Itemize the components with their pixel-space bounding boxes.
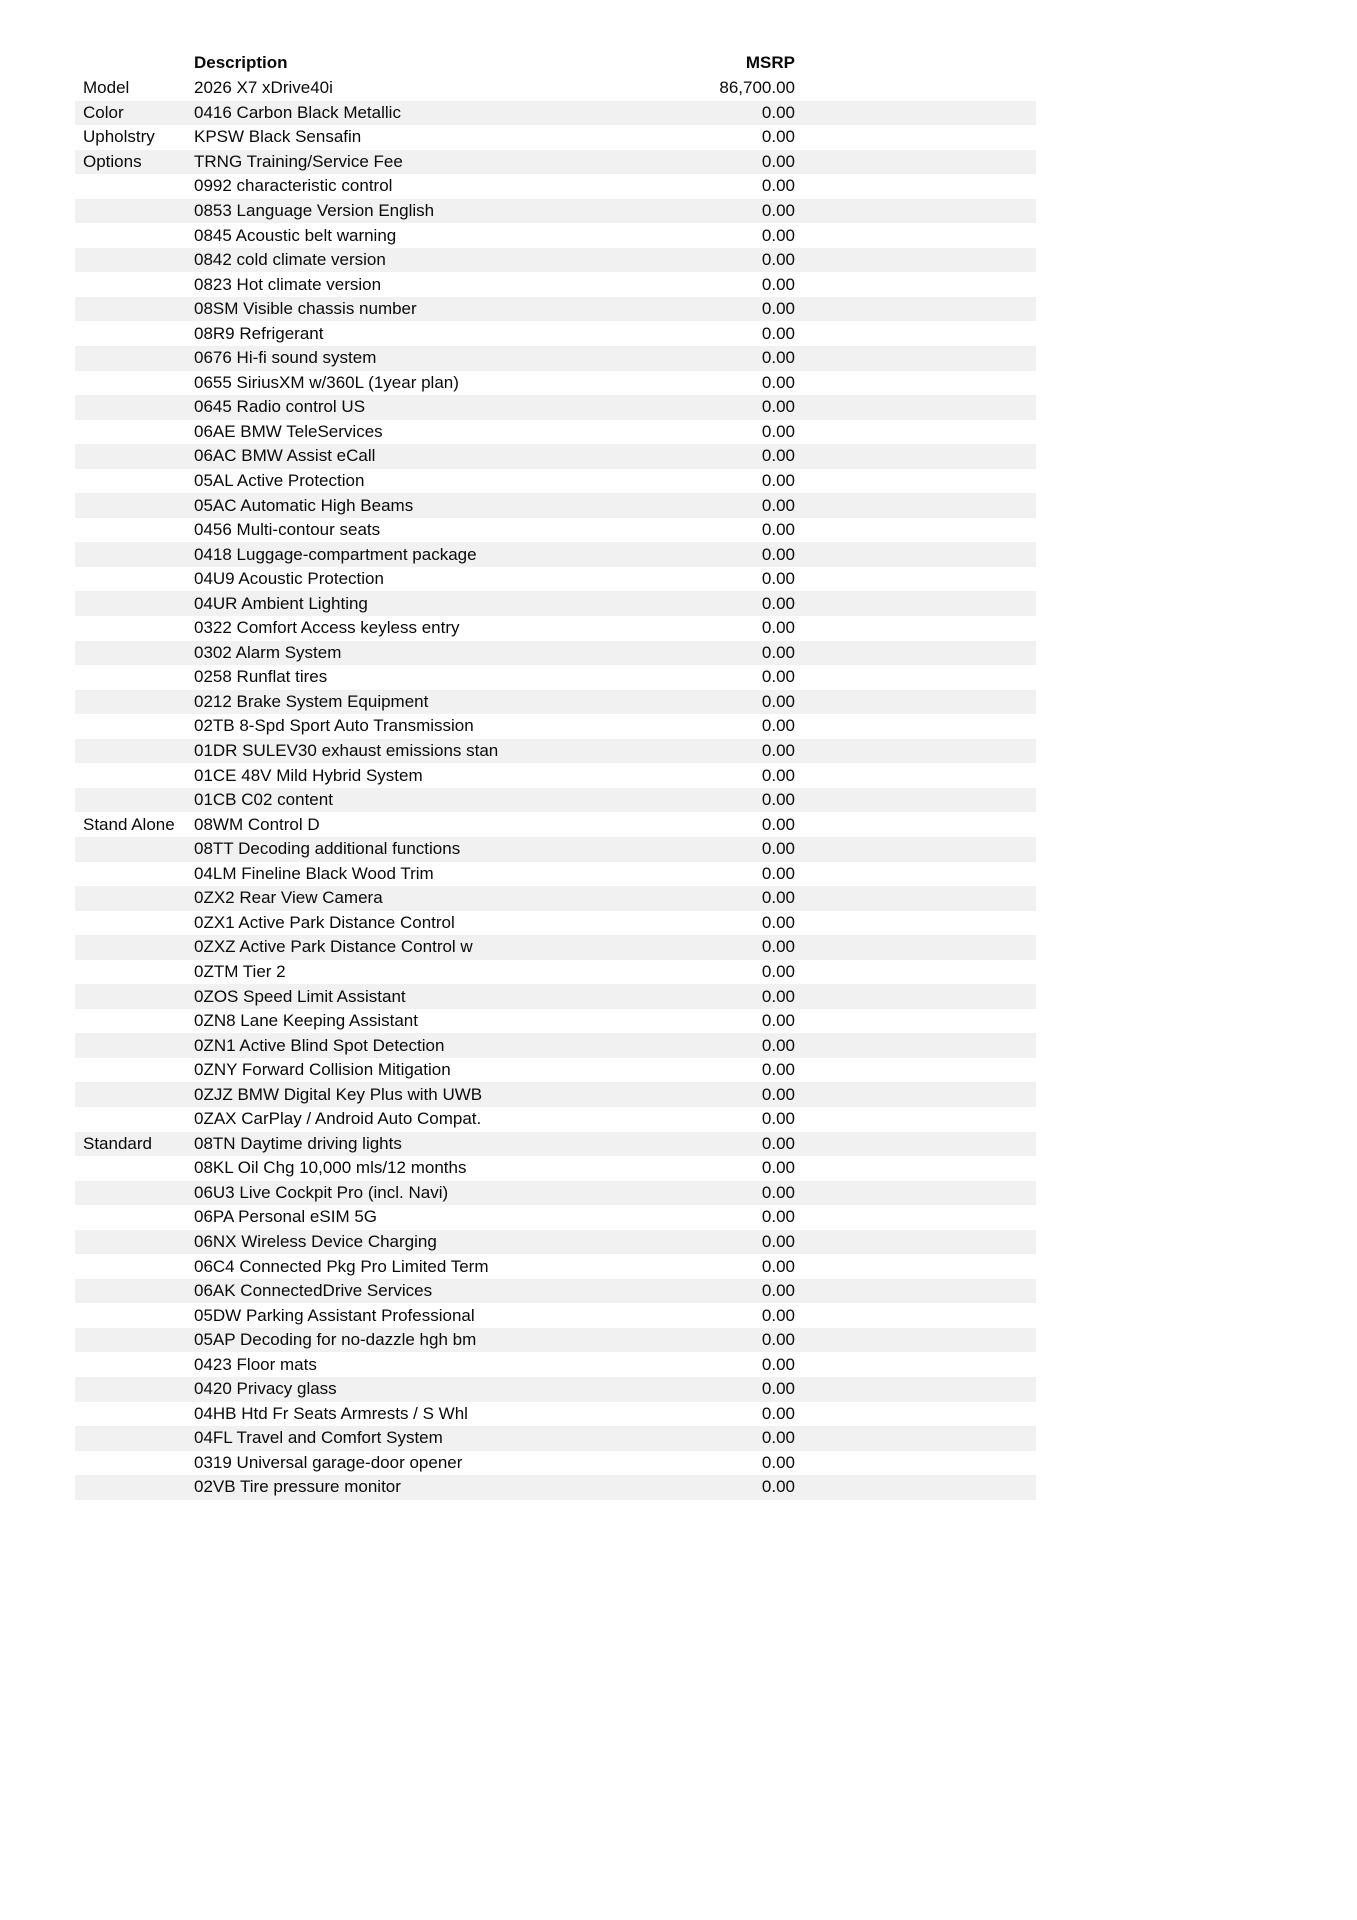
row-msrp: 0.00 [761, 471, 795, 491]
row-msrp: 0.00 [761, 863, 795, 883]
description-column-header: Description [194, 53, 288, 72]
row-description: 0319 Universal garage-door opener [194, 1452, 463, 1472]
row-description: 06C4 Connected Pkg Pro Limited Term [194, 1256, 489, 1276]
table-row [75, 960, 1036, 985]
row-msrp: 0.00 [761, 912, 795, 932]
table-row [75, 911, 1036, 936]
row-category: Upholstry [83, 127, 155, 147]
table-row [75, 1033, 1036, 1058]
row-description: 0423 Floor mats [194, 1354, 317, 1374]
vehicle-pricing-document [75, 50, 1036, 1500]
table-row [75, 641, 1036, 666]
row-description: 0ZN8 Lane Keeping Assistant [194, 1011, 418, 1031]
row-msrp: 0.00 [761, 1133, 795, 1153]
row-description: 08R9 Refrigerant [194, 323, 324, 343]
row-msrp: 0.00 [761, 888, 795, 908]
row-msrp: 0.00 [761, 151, 795, 171]
row-msrp: 0.00 [761, 937, 795, 957]
row-msrp: 0.00 [761, 348, 795, 368]
row-description: TRNG Training/Service Fee [194, 151, 403, 171]
row-description: 0853 Language Version English [194, 201, 435, 220]
row-category: Options [83, 151, 142, 171]
row-msrp: 0.00 [761, 1109, 795, 1129]
row-msrp: 0.00 [761, 1305, 795, 1325]
row-description: 0842 cold climate version [194, 250, 386, 270]
row-description: 05AC Automatic High Beams [194, 495, 414, 515]
row-description: 04FL Travel and Comfort System [194, 1428, 443, 1448]
row-msrp: 0.00 [761, 201, 795, 220]
table-row [75, 248, 1036, 273]
row-msrp: 0.00 [761, 1182, 795, 1202]
table-row [75, 125, 1036, 150]
row-msrp: 0.00 [761, 1207, 795, 1227]
table-row [75, 1402, 1036, 1427]
row-msrp: 0.00 [761, 569, 795, 589]
row-msrp: 0.00 [761, 667, 795, 687]
row-description: 02VB Tire pressure monitor [194, 1477, 401, 1497]
row-description: 0ZN1 Active Blind Spot Detection [194, 1035, 445, 1055]
row-msrp: 0.00 [761, 421, 795, 441]
row-description: 05AP Decoding for no-dazzle hgh bm [194, 1330, 477, 1350]
row-msrp: 0.00 [761, 323, 795, 343]
row-msrp: 0.00 [761, 372, 795, 392]
table-row [75, 812, 1036, 837]
table-row [75, 690, 1036, 715]
row-msrp: 0.00 [761, 765, 795, 785]
table-row [75, 1377, 1036, 1402]
row-msrp: 0.00 [761, 1428, 795, 1448]
row-category: Stand Alone [83, 814, 175, 834]
table-row [75, 935, 1036, 960]
row-description: 06PA Personal eSIM 5G [194, 1207, 378, 1227]
table-row [75, 101, 1036, 126]
row-msrp: 0.00 [761, 176, 795, 196]
table-row [75, 420, 1036, 445]
row-msrp: 0.00 [761, 790, 795, 810]
row-msrp: 0.00 [761, 225, 795, 245]
table-row [75, 1009, 1036, 1034]
row-msrp: 0.00 [761, 1060, 795, 1080]
table-row [75, 788, 1036, 813]
row-msrp: 0.00 [761, 446, 795, 466]
row-msrp: 0.00 [761, 397, 795, 417]
table-row [75, 1058, 1036, 1083]
row-description: 0ZAX CarPlay / Android Auto Compat. [194, 1109, 482, 1129]
msrp-column-header: MSRP [745, 53, 795, 72]
row-description: 08WM Control D [194, 814, 320, 834]
table-row [75, 1205, 1036, 1230]
row-description: 0ZJZ BMW Digital Key Plus with UWB [194, 1084, 483, 1104]
table-row [75, 1230, 1036, 1255]
row-description: 0ZNY Forward Collision Mitigation [194, 1060, 451, 1080]
row-description: KPSW Black Sensafin [194, 127, 362, 147]
table-row [75, 371, 1036, 396]
row-description: 0ZX2 Rear View Camera [194, 888, 383, 908]
row-description: 0655 SiriusXM w/360L (1year plan) [194, 372, 459, 392]
row-msrp: 86,700.00 [719, 78, 795, 98]
row-description: 08KL Oil Chg 10,000 mls/12 months [194, 1158, 467, 1178]
table-row [75, 150, 1036, 175]
table-row [75, 763, 1036, 788]
table-row [75, 395, 1036, 420]
row-description: 01CE 48V Mild Hybrid System [194, 765, 423, 785]
table-row [75, 591, 1036, 616]
row-msrp: 0.00 [761, 741, 795, 761]
row-msrp: 0.00 [761, 1452, 795, 1472]
table-row [75, 1254, 1036, 1279]
row-description: 0420 Privacy glass [194, 1379, 337, 1399]
row-description: 0416 Carbon Black Metallic [194, 102, 401, 122]
row-msrp: 0.00 [761, 274, 795, 294]
row-description: 02TB 8-Spd Sport Auto Transmission [194, 716, 474, 736]
row-description: 0645 Radio control US [194, 397, 366, 417]
row-msrp: 0.00 [761, 1477, 795, 1497]
row-description: 0845 Acoustic belt warning [194, 225, 397, 245]
table-row [75, 1303, 1036, 1328]
row-description: 0212 Brake System Equipment [194, 691, 429, 711]
row-description: 06U3 Live Cockpit Pro (incl. Navi) [194, 1182, 449, 1202]
row-category: Model [83, 78, 130, 98]
row-msrp: 0.00 [761, 127, 795, 147]
table-row [75, 616, 1036, 641]
row-description: 06AE BMW TeleServices [194, 421, 383, 441]
row-category: Standard [83, 1133, 152, 1153]
table-row [75, 1132, 1036, 1157]
table-row [75, 1475, 1036, 1500]
table-row [75, 493, 1036, 518]
row-msrp: 0.00 [761, 716, 795, 736]
table-row [75, 1107, 1036, 1132]
row-description: 0676 Hi-fi sound system [194, 348, 377, 368]
table-row [75, 297, 1036, 322]
row-msrp: 0.00 [761, 1011, 795, 1031]
row-description: 0ZXZ Active Park Distance Control w [194, 937, 473, 957]
table-row [75, 1426, 1036, 1451]
row-msrp: 0.00 [761, 495, 795, 515]
row-description: 04HB Htd Fr Seats Armrests / S Whl [194, 1403, 468, 1423]
row-description: 01CB C02 content [194, 790, 333, 810]
row-description: 0418 Luggage-compartment package [194, 544, 477, 564]
row-msrp: 0.00 [761, 250, 795, 270]
row-msrp: 0.00 [761, 642, 795, 662]
row-msrp: 0.00 [761, 1354, 795, 1374]
table-body [75, 76, 1036, 1500]
row-msrp: 0.00 [761, 986, 795, 1006]
row-description: 04U9 Acoustic Protection [194, 569, 384, 589]
row-msrp: 0.00 [761, 1379, 795, 1399]
row-description: 0322 Comfort Access keyless entry [194, 618, 460, 638]
table-row [75, 1181, 1036, 1206]
row-msrp: 0.00 [761, 1084, 795, 1104]
row-msrp: 0.00 [761, 1256, 795, 1276]
row-description: 0456 Multi-contour seats [194, 520, 381, 540]
row-msrp: 0.00 [761, 593, 795, 613]
row-msrp: 0.00 [761, 520, 795, 540]
row-msrp: 0.00 [761, 691, 795, 711]
row-msrp: 0.00 [761, 961, 795, 981]
row-description: 06NX Wireless Device Charging [194, 1231, 437, 1251]
table-row [75, 199, 1036, 224]
row-description: 0ZOS Speed Limit Assistant [194, 986, 406, 1006]
row-description: 08TT Decoding additional functions [194, 839, 461, 859]
row-msrp: 0.00 [761, 1330, 795, 1350]
row-msrp: 0.00 [761, 1403, 795, 1423]
table-row [75, 444, 1036, 469]
table-row [75, 1279, 1036, 1304]
row-msrp: 0.00 [761, 1231, 795, 1251]
table-row [75, 837, 1036, 862]
row-description: 06AK ConnectedDrive Services [194, 1281, 433, 1301]
row-description: 08TN Daytime driving lights [194, 1133, 402, 1153]
row-msrp: 0.00 [761, 1158, 795, 1178]
table-row [75, 1451, 1036, 1476]
row-description: 0ZX1 Active Park Distance Control [194, 912, 455, 932]
table-row [75, 272, 1036, 297]
row-category: Color [83, 102, 124, 122]
table-row [75, 1352, 1036, 1377]
table-row [75, 984, 1036, 1009]
row-msrp: 0.00 [761, 618, 795, 638]
row-msrp: 0.00 [761, 839, 795, 859]
row-msrp: 0.00 [761, 1035, 795, 1055]
row-msrp: 0.00 [761, 1281, 795, 1301]
row-description: 05DW Parking Assistant Professional [194, 1305, 475, 1325]
table-row [75, 346, 1036, 371]
table-row [75, 518, 1036, 543]
row-description: 08SM Visible chassis number [194, 299, 417, 319]
row-msrp: 0.00 [761, 102, 795, 122]
table-row [75, 886, 1036, 911]
row-description: 01DR SULEV30 exhaust emissions stan [194, 741, 499, 761]
table-header-row [75, 50, 1036, 76]
table-row [75, 1082, 1036, 1107]
row-description: 0258 Runflat tires [194, 667, 328, 687]
table-row [75, 469, 1036, 494]
row-description: 0302 Alarm System [194, 642, 342, 662]
row-msrp: 0.00 [761, 544, 795, 564]
table-row [75, 223, 1036, 248]
row-description: 06AC BMW Assist eCall [194, 446, 376, 466]
row-msrp: 0.00 [761, 814, 795, 834]
table-row [75, 174, 1036, 199]
row-msrp: 0.00 [761, 299, 795, 319]
table-row [75, 76, 1036, 101]
row-description: 2026 X7 xDrive40i [194, 78, 333, 98]
table-row [75, 665, 1036, 690]
table-row [75, 1328, 1036, 1353]
row-description: 0823 Hot climate version [194, 274, 382, 294]
row-description: 04UR Ambient Lighting [194, 593, 368, 613]
table-row [75, 739, 1036, 764]
table-row [75, 542, 1036, 567]
table-row [75, 862, 1036, 887]
table-row [75, 714, 1036, 739]
table-row [75, 321, 1036, 346]
row-description: 0992 characteristic control [194, 176, 393, 196]
table-row [75, 1156, 1036, 1181]
row-description: 0ZTM Tier 2 [194, 961, 286, 981]
row-description: 04LM Fineline Black Wood Trim [194, 863, 434, 883]
table-row [75, 567, 1036, 592]
row-description: 05AL Active Protection [194, 471, 365, 491]
